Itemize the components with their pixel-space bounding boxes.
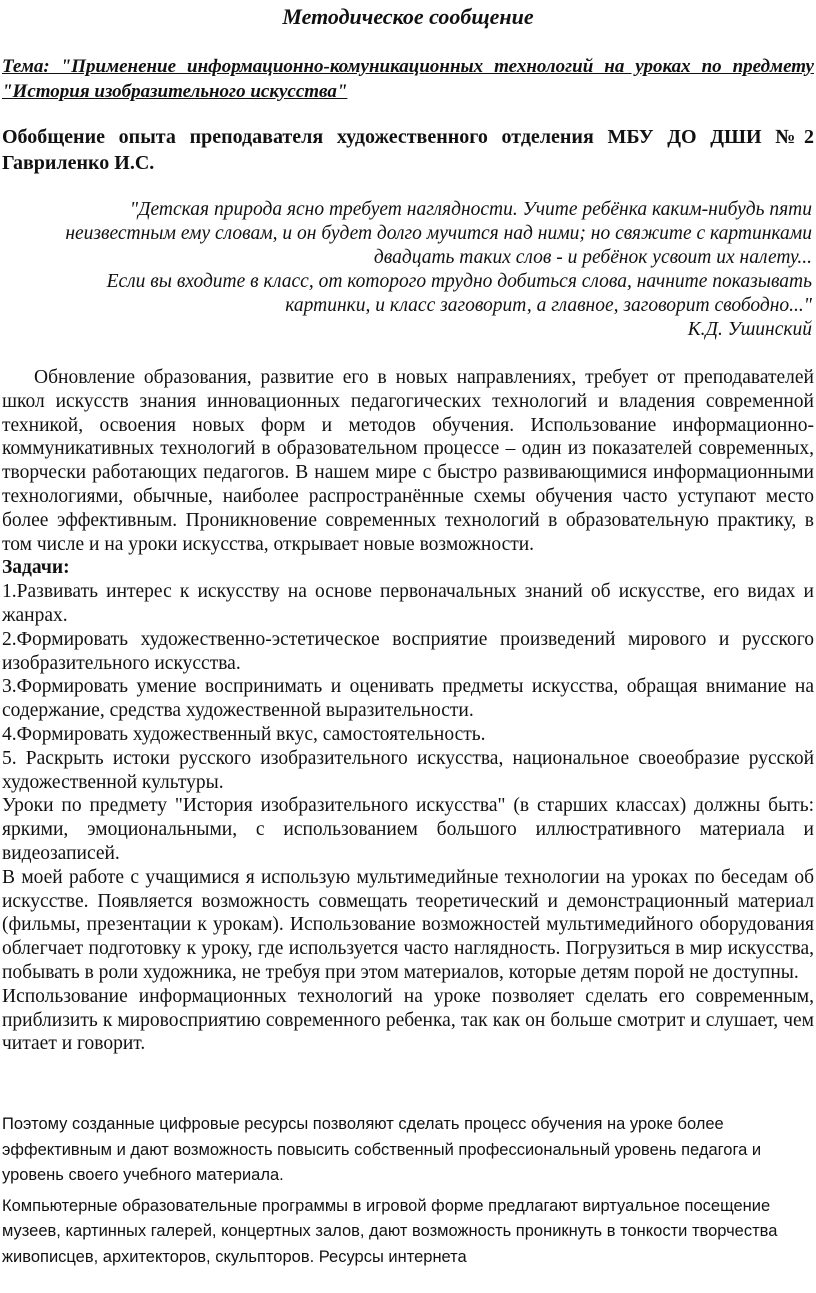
task-item: 1.Развивать интерес к искусству на основе первоначальных знаний об искусстве, его видах и жанрах. [2,581,814,626]
task-item: 5. Раскрыть истоки русского изобразительного искусства, национальное своеобразие русской художественной культуры. [2,747,814,793]
epigraph-line: картинки, и класс заговорит, а главное, заговорит свободно..." [285,295,812,316]
body-paragraph: Использование информационных технологий на уроке позволяет сделать его современным, приблизить к мировосприятию современного ребенка, так как он больше смотрит и слушает, чем читает и говорит. [2,985,814,1055]
document-theme: Тема: "Применение информационно-комуникационных технологий на уроках по предмету "История изобразительного искусства" [2,56,814,102]
epigraph-attribution: К.Д. Ушинский [687,319,812,340]
intro-paragraph: Обновление образования, развитие его в новых направлениях, требует от преподавателей школ искусств знания инновационных педагогических технологий и владения современной техникой, освоения новых форм и методов обучения. Использование информационно-коммуникативных технологий в образовательном процессе – один из показателей современных, творчески работающих педагогов. В нашем мире с быстро развивающимися информационными технологиями, обычные, наиболее распространённые схемы обучения часто уступают место более эффективным. Проникновение современных технологий в образовательную практику, в том числе и на уроки искусства, открывает новые возможности. [2,367,814,555]
document-title: Методическое сообщение [282,4,534,29]
task-item: 2.Формировать художественно-эстетическое восприятие произведений мирового и русского изобразительного искусства. [2,628,814,674]
document-body [2,366,814,1056]
tasks-list [2,580,814,794]
epigraph-line: неизвестным ему словам, и он будет долго мучится над ними; но свяжите с картинками [65,223,812,244]
document-tail [2,1112,814,1271]
task-item: 3.Формировать умение воспринимать и оценивать предметы искусства, обращая внимание на содержание, средства художественной выразительности. [2,676,814,722]
author-line: Обобщение опыта преподавателя художественного отделения МБУ ДО ДШИ №2 Гавриленко И.С. [2,126,814,174]
epigraph-line: двадцать таких слов - и ребёнок усвоит их налету... [373,247,812,268]
task-item: 4.Формировать художественный вкус, самостоятельность. [2,723,486,745]
body-paragraph: Уроки по предмету "История изобразительного искусства" (в старших классах) должны быть: яркими, эмоциональными, с использованием большого иллюстративного материала и видеозаписей. [2,795,814,864]
tail-paragraph: Поэтому созданные цифровые ресурсы позволяют сделать процесс обучения на уроке более эффективным и дают возможность повысить собственный профессиональный уровень педагога и уровень своего учебного материала. [2,1115,762,1185]
tasks-heading: Задачи: [2,557,70,579]
epigraph-line: Если вы входите в класс, от которого трудно добиться слова, начните показывать [106,271,812,292]
epigraph [0,198,812,342]
tail-paragraph: Компьютерные образовательные программы в игровой форме предлагают виртуальное посещение музеев, картинных галерей, концертных залов, дают возможность проникнуть в тонкости творчества живописцев, архитекторов, скульпторов. Ресурсы интернета [2,1196,778,1266]
body-paragraph: В моей работе с учащимися я использую мультимедийные технологии на уроках по беседам об искусстве. Появляется возможность совмещать теоретический и демонстрационный материал (фильмы, презентации к урокам). Использование возможностей мультимедийного оборудования облегчает подготовку к уроку, где используется часто наглядность. Погрузиться в мир искусства, побывать в роли художника, не требуя при этом материалов, которые детям порой не доступны. [2,866,814,983]
epigraph-line: "Детская природа ясно требует наглядности. Учите ребёнка каким-нибудь пяти [129,199,812,220]
